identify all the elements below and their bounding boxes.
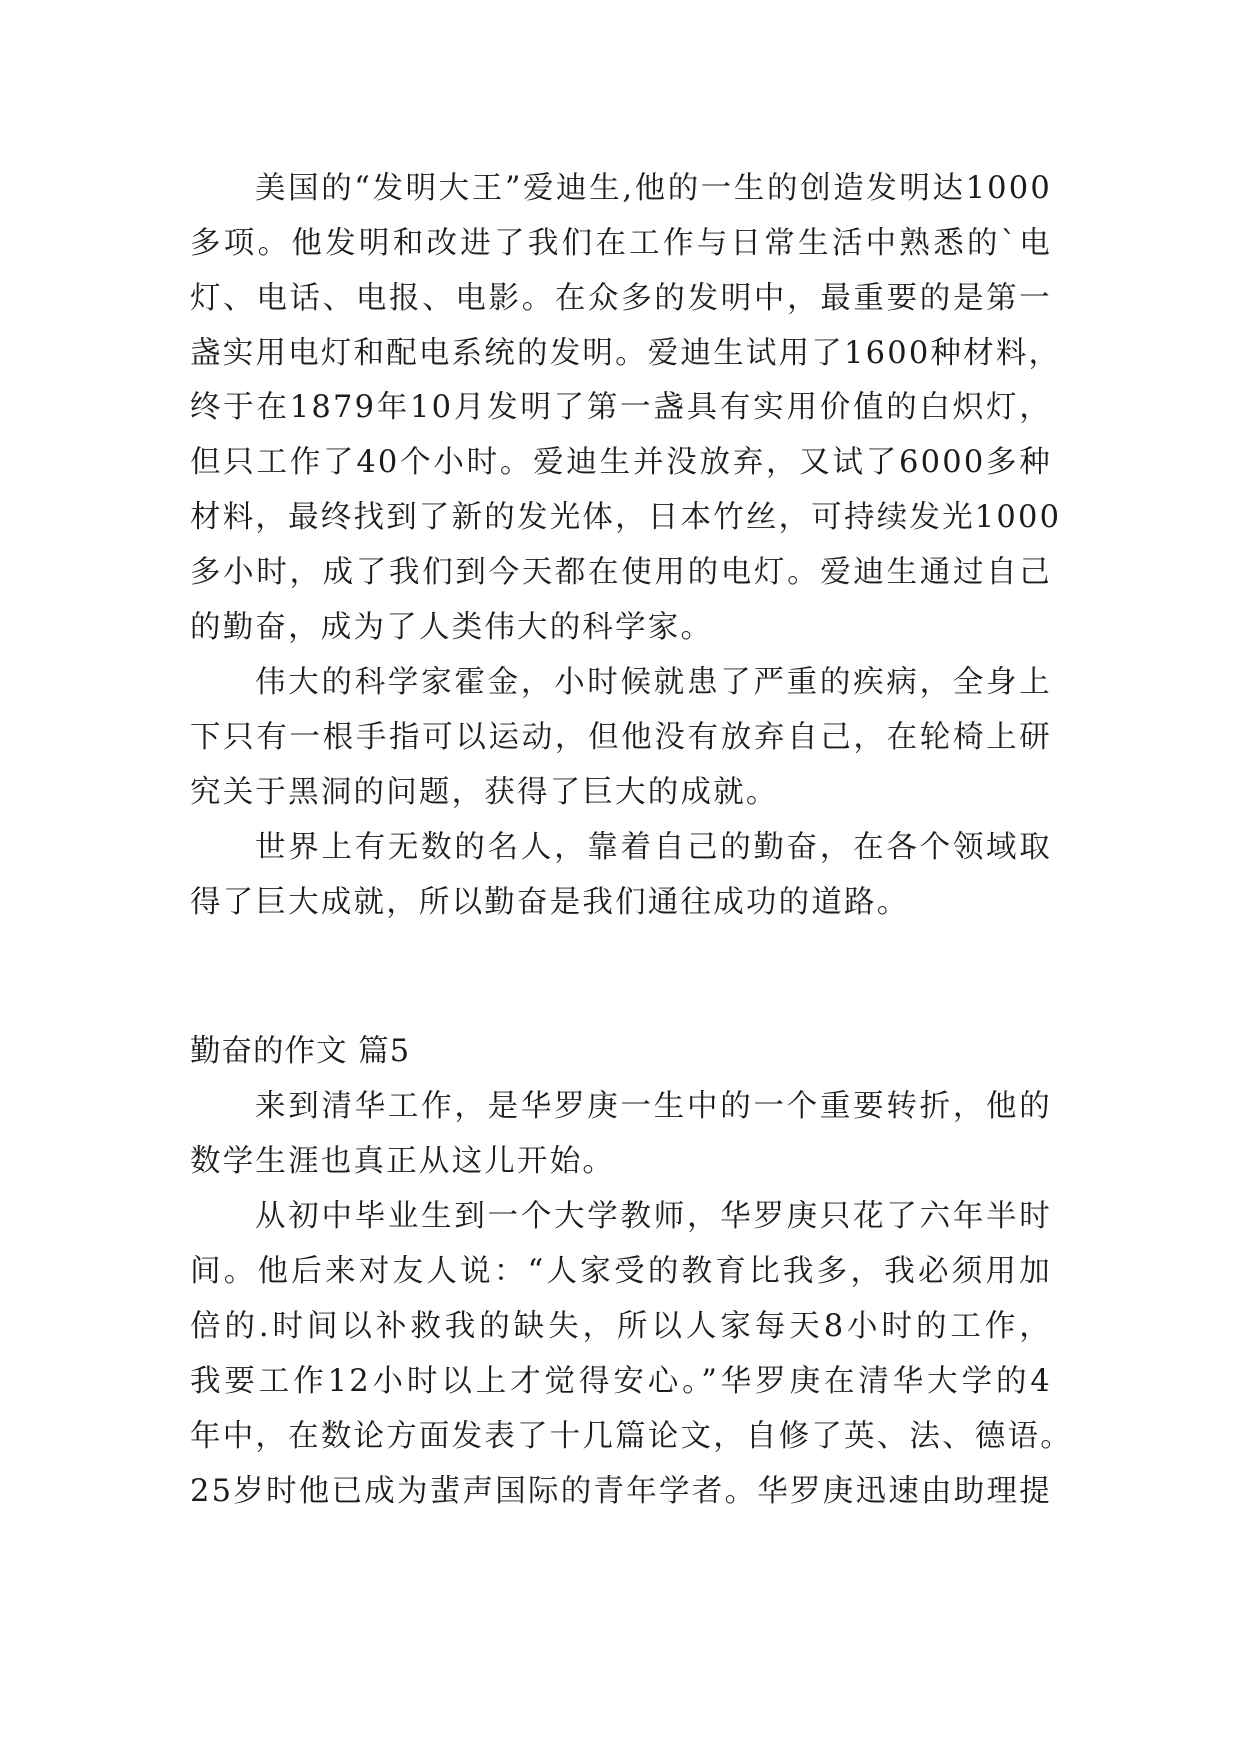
paragraph-line: 材料，最终找到了新的发光体，日本竹丝，可持续发光1000 bbox=[190, 500, 1062, 535]
paragraph-line: 多小时，成了我们到今天都在使用的电灯。爱迪生通过自己 bbox=[190, 555, 1052, 590]
paragraph-line: 数学生涯也真正从这儿开始。 bbox=[190, 1144, 616, 1179]
paragraph-line: 世界上有无数的名人，靠着自己的勤奋，在各个领域取 bbox=[255, 830, 1052, 865]
paragraph-line: 25岁时他已成为蜚声国际的青年学者。华罗庚迅速由助理提 bbox=[190, 1474, 1052, 1509]
paragraph-line: 间。他后来对友人说：“人家受的教育比我多，我必须用加 bbox=[190, 1254, 1052, 1289]
paragraph-line: 来到清华工作，是华罗庚一生中的一个重要转折，他的 bbox=[255, 1089, 1052, 1124]
paragraph-line: 终于在1879年10月发明了第一盏具有实用价值的白炽灯， bbox=[190, 390, 1052, 425]
paragraph-line: 灯、电话、电报、电影。在众多的发明中，最重要的是第一 bbox=[190, 281, 1052, 316]
paragraph-line: 得了巨大成就，所以勤奋是我们通往成功的道路。 bbox=[190, 885, 910, 920]
paragraph-line: 倍的.时间以补救我的缺失，所以人家每天8小时的工作， bbox=[190, 1309, 1052, 1344]
paragraph-line: 究关于黑洞的问题，获得了巨大的成就。 bbox=[190, 775, 779, 810]
paragraph-line: 美国的“发明大王”爱迪生,他的一生的创造发明达1000 bbox=[255, 171, 1052, 206]
paragraph-line: 我要工作12小时以上才觉得安心。”华罗庚在清华大学的4 bbox=[190, 1364, 1052, 1399]
paragraph-line: 多项。他发明和改进了我们在工作与日常生活中熟悉的`电 bbox=[190, 226, 1052, 261]
paragraph-line: 的勤奋，成为了人类伟大的科学家。 bbox=[190, 610, 714, 645]
paragraph-line: 伟大的科学家霍金，小时候就患了严重的疾病，全身上 bbox=[255, 665, 1052, 700]
paragraph-line: 从初中毕业生到一个大学教师，华罗庚只花了六年半时 bbox=[255, 1199, 1052, 1234]
paragraph-line: 年中，在数论方面发表了十几篇论文，自修了英、法、德语。 bbox=[190, 1419, 1073, 1454]
section-heading: 勤奋的作文 篇5 bbox=[190, 1034, 411, 1069]
paragraph-line: 但只工作了40个小时。爱迪生并没放弃，又试了6000多种 bbox=[190, 445, 1052, 480]
paragraph-line: 下只有一根手指可以运动，但他没有放弃自己，在轮椅上研 bbox=[190, 720, 1052, 755]
paragraph-line: 盏实用电灯和配电系统的发明。爱迪生试用了1600种材料， bbox=[190, 336, 1062, 371]
